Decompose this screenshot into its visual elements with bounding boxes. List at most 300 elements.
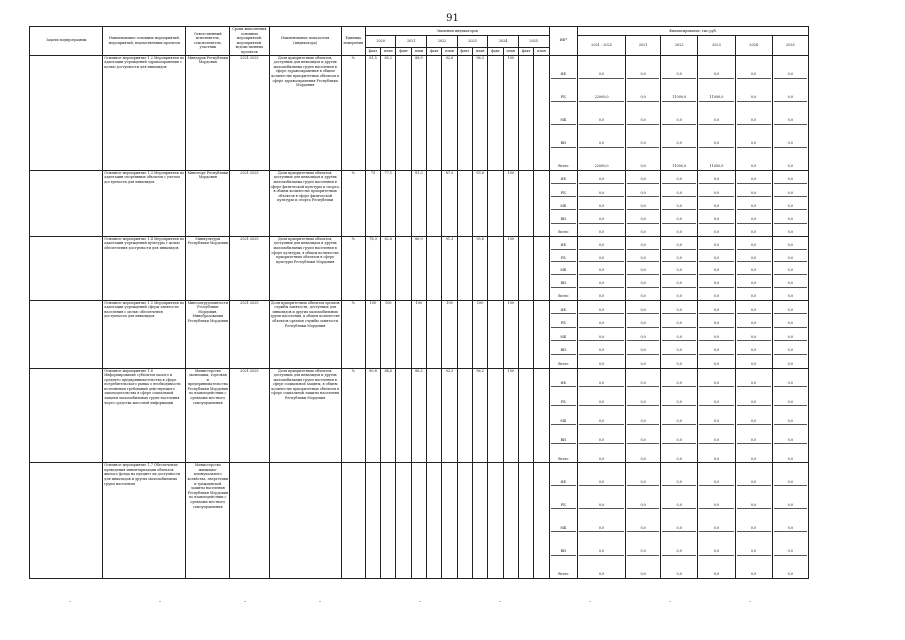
indicator-value xyxy=(365,463,380,578)
fin-value: 0,0 xyxy=(627,485,659,508)
indicator: Доля приоритетных объектов, доступных для инвалидов и других маломобильных групп населения в сфере социальной защиты, в общем количестве приоритетных объектов в сфере социальной защиты населения Республики Мордовия xyxy=(269,368,341,463)
scan-speck xyxy=(499,601,501,602)
fin-value: 0,0 xyxy=(713,380,720,385)
indicator-value xyxy=(534,55,549,170)
indicator-value xyxy=(518,300,533,368)
fin-column xyxy=(626,55,661,170)
fin-column xyxy=(626,170,661,236)
fin-value: 0,0 xyxy=(598,479,605,484)
fin-value: 0,0 xyxy=(662,274,696,287)
fin-column xyxy=(698,236,735,300)
fin-value: 0,0 xyxy=(750,72,757,77)
fin-value: 0,0 xyxy=(787,72,794,77)
fin-value: 0,0 xyxy=(579,485,624,508)
indicator-value xyxy=(396,55,411,170)
indicator-value: 96,2 xyxy=(473,368,488,463)
term: 2021-2025 xyxy=(230,236,269,300)
fin-value: 0,0 xyxy=(627,405,659,424)
measure-name: Основное мероприятие 1.4 Мероприятия по адаптации учреждений культуры с целью обеспечения доступности для инвалидов xyxy=(103,236,186,300)
fin-value: 0,0 xyxy=(774,287,807,300)
fin-value: 0,0 xyxy=(699,424,733,443)
indicator-value: 100 xyxy=(503,236,518,300)
fin-value: 0,0 xyxy=(662,124,696,147)
scan-speck xyxy=(319,601,321,602)
fin-value: 0,0 xyxy=(713,72,720,77)
task-cell xyxy=(30,170,103,236)
fin-value: 0,0 xyxy=(699,508,733,531)
indicator-value: 81,3 xyxy=(411,170,426,236)
indicator-value: 93,8 xyxy=(473,170,488,236)
fin-value: 0,0 xyxy=(627,555,659,578)
term: 2021-2025 xyxy=(230,55,269,170)
fin-value: 0,0 xyxy=(699,340,733,354)
fin-value: 0,0 xyxy=(787,177,794,182)
indicator-value xyxy=(488,55,503,170)
indicator-value xyxy=(381,463,396,578)
indicator-value xyxy=(427,236,442,300)
fin-column xyxy=(735,368,772,463)
fin-value: 0,0 xyxy=(774,340,807,354)
fin-value: 0,0 xyxy=(699,101,733,124)
fin-value: 0,0 xyxy=(627,508,659,531)
indicator-value xyxy=(457,170,472,236)
source-label: ВИ xyxy=(551,531,576,554)
fin-value: 0,0 xyxy=(774,101,807,124)
fin-value: 0,0 xyxy=(640,177,646,182)
fin-column xyxy=(661,368,698,463)
fin-value: 0,0 xyxy=(627,78,659,101)
indicator-value xyxy=(457,300,472,368)
indicator-value: 100 xyxy=(503,170,518,236)
indicator-value: 81,5 xyxy=(365,55,380,170)
fin-value: 0,0 xyxy=(774,249,807,262)
header-year: 2024 xyxy=(488,36,519,48)
fin-value: 0,0 xyxy=(662,313,696,327)
header-year: 2023 xyxy=(457,36,488,48)
fin-value: 0,0 xyxy=(699,287,733,300)
indicator-value: 100 xyxy=(473,300,488,368)
fin-value: 0,0 xyxy=(662,485,696,508)
source-label: МБ xyxy=(551,196,576,209)
measure-name: Основное мероприятие 1.7 Обеспечение проведения инвентаризации объектов жилого фонда на предмет их доступности для инвалидов и других маломобильных групп населения xyxy=(103,463,186,578)
indicator-value: 73 xyxy=(365,170,380,236)
indicator-value: 95,6 xyxy=(473,236,488,300)
fin-value: 0,0 xyxy=(699,223,733,236)
indicator-value xyxy=(488,368,503,463)
header-fin-year: 2021 - 2025 xyxy=(578,36,626,56)
fin-value: 0,0 xyxy=(662,327,696,341)
header-fact: факт xyxy=(518,47,533,55)
fin-value: 0,0 xyxy=(750,177,757,182)
indicator-value: 82,6 xyxy=(381,236,396,300)
fin-column xyxy=(626,368,661,463)
fin-value: 0,0 xyxy=(662,209,696,222)
fin-value: 0,0 xyxy=(774,443,807,462)
fin-value: 0,0 xyxy=(737,124,771,147)
indicator-value: 100 xyxy=(503,300,518,368)
source-label: ВИ xyxy=(551,124,576,147)
fin-value: 0,0 xyxy=(774,223,807,236)
source-label: ВИ xyxy=(551,209,576,222)
indicator-value: 100 xyxy=(381,300,396,368)
fin-value: 0,0 xyxy=(579,196,624,209)
fin-value: 0,0 xyxy=(579,405,624,424)
fin-column xyxy=(735,55,772,170)
fin-column xyxy=(772,368,808,463)
fin-value: 0,0 xyxy=(579,386,624,405)
indicator-value xyxy=(396,463,411,578)
fin-column xyxy=(698,368,735,463)
scan-speck xyxy=(69,601,71,602)
table-row xyxy=(30,170,809,236)
header-fin-year: 2022 xyxy=(661,36,698,56)
indicator-value: 77,1 xyxy=(381,170,396,236)
fin-value: 0,0 xyxy=(737,223,771,236)
header-financing: Финансирование, тыс.руб. xyxy=(578,27,809,36)
fin-value: 0,0 xyxy=(598,242,605,247)
fin-value: 11000,0 xyxy=(699,147,733,170)
indicator xyxy=(269,463,341,578)
fin-value: 11000,0 xyxy=(699,78,733,101)
source-cell xyxy=(549,368,577,463)
fin-value: 0,0 xyxy=(627,340,659,354)
fin-value: 0,0 xyxy=(713,177,720,182)
task-cell xyxy=(30,368,103,463)
fin-value: 0,0 xyxy=(737,386,771,405)
fin-value: 0,0 xyxy=(737,196,771,209)
executor: Минкультуры Республики Мордовия xyxy=(186,236,230,300)
measure-name: Основное мероприятие 1.3 Мероприятия по адаптации спортивных объектов с учетом доступности для инвалидов xyxy=(103,170,186,236)
indicator-value xyxy=(457,236,472,300)
source-label: РБ xyxy=(551,183,576,196)
fin-value: 0,0 xyxy=(662,424,696,443)
fin-value: 0,0 xyxy=(737,313,771,327)
fin-value: 0,0 xyxy=(774,313,807,327)
fin-value: 0,0 xyxy=(676,242,682,247)
fin-value: 0,0 xyxy=(579,261,624,274)
indicator-value xyxy=(518,55,533,170)
source-label: Всего xyxy=(551,287,576,300)
source-label: РБ xyxy=(551,386,576,405)
fin-value: 0,0 xyxy=(774,405,807,424)
fin-value: 0,0 xyxy=(774,327,807,341)
indicator-value xyxy=(457,463,472,578)
indicator-value xyxy=(534,236,549,300)
header-fact: факт xyxy=(457,47,472,55)
indicator-value xyxy=(396,368,411,463)
table-row xyxy=(30,463,809,578)
indicator-value xyxy=(488,236,503,300)
indicator-value xyxy=(427,300,442,368)
unit: % xyxy=(341,236,365,300)
fin-value: 0,0 xyxy=(737,531,771,554)
fin-value: 0,0 xyxy=(787,242,794,247)
scan-speck xyxy=(159,601,161,602)
fin-value: 22000,0 xyxy=(579,147,624,170)
indicator-value: 88,5 xyxy=(411,368,426,463)
fin-value: 0,0 xyxy=(627,124,659,147)
source-label: ФБ xyxy=(560,177,566,182)
fin-value: 0,0 xyxy=(774,78,807,101)
fin-column xyxy=(772,55,808,170)
fin-value: 0,0 xyxy=(737,249,771,262)
task-cell xyxy=(30,55,103,170)
indicator-value xyxy=(518,236,533,300)
source-label: Всего xyxy=(551,555,576,578)
header-year: 2020 xyxy=(365,36,396,48)
indicator: Доля приоритетных объектов, доступных для инвалидов и других маломобильных групп населения в сфере культуры, в общем количестве приоритетных объектов в сфере культуры Республики Мордовия xyxy=(269,236,341,300)
indicator-value xyxy=(427,170,442,236)
header-year: 2025 xyxy=(518,36,549,48)
indicator-value: 87,5 xyxy=(442,170,457,236)
indicator: Доля приоритетных объектов органов службы занятости, доступных для инвалидов и других маломобильных групп населения, в общем количестве объектов органов службы занятости Республики Мордовия xyxy=(269,300,341,368)
fin-column xyxy=(772,463,808,578)
indicator-value xyxy=(427,463,442,578)
source-label: Всего xyxy=(551,223,576,236)
scan-speck xyxy=(244,601,246,602)
fin-column xyxy=(661,236,698,300)
fin-column xyxy=(578,236,626,300)
fin-value: 0,0 xyxy=(579,274,624,287)
fin-value: 0,0 xyxy=(676,307,682,312)
header-fin-year: 2021 xyxy=(626,36,661,56)
header-values: Значения индикаторов xyxy=(365,27,549,36)
fin-value: 0,0 xyxy=(640,380,646,385)
source-label: МБ xyxy=(551,508,576,531)
fin-value: 0,0 xyxy=(774,354,807,368)
fin-value: 0,0 xyxy=(627,531,659,554)
fin-value: 0,0 xyxy=(627,101,659,124)
fin-value: 0,0 xyxy=(627,386,659,405)
fin-value: 0,0 xyxy=(579,555,624,578)
fin-value: 0,0 xyxy=(676,479,682,484)
indicator-value: 85,2 xyxy=(381,55,396,170)
indicator-value xyxy=(534,463,549,578)
fin-value: 0,0 xyxy=(662,249,696,262)
fin-column xyxy=(661,170,698,236)
unit: % xyxy=(341,170,365,236)
indicator-value: 84,6 xyxy=(381,368,396,463)
fin-value: 0,0 xyxy=(699,485,733,508)
program-table-sheet xyxy=(29,26,809,575)
fin-column xyxy=(578,170,626,236)
fin-value: 0,0 xyxy=(699,183,733,196)
indicator-value: 100 xyxy=(503,55,518,170)
fin-value: 0,0 xyxy=(662,223,696,236)
indicator-value: 100 xyxy=(411,300,426,368)
header-plan: план xyxy=(473,47,488,55)
fin-value: 0,0 xyxy=(676,380,682,385)
fin-value: 0,0 xyxy=(627,261,659,274)
header-fact: факт xyxy=(396,47,411,55)
fin-value: 0,0 xyxy=(598,72,605,77)
task-cell xyxy=(30,236,103,300)
fin-column xyxy=(626,236,661,300)
unit: % xyxy=(341,368,365,463)
source-cell xyxy=(549,463,577,578)
header-executor: Ответственный исполнитель, соисполнитель, участник xyxy=(186,27,230,56)
header-plan: план xyxy=(503,47,518,55)
fin-value: 0,0 xyxy=(737,424,771,443)
source-label: МБ xyxy=(551,405,576,424)
header-year: 2022 xyxy=(427,36,458,48)
fin-value: 0,0 xyxy=(662,508,696,531)
fin-value: 0,0 xyxy=(662,405,696,424)
unit: % xyxy=(341,300,365,368)
fin-value: 0,0 xyxy=(627,354,659,368)
indicator-value xyxy=(457,368,472,463)
task-cell xyxy=(30,300,103,368)
indicator-value xyxy=(457,55,472,170)
fin-value: 22000,0 xyxy=(579,78,624,101)
indicator-value: 92,3 xyxy=(442,368,457,463)
fin-column xyxy=(698,300,735,368)
fin-value: 0,0 xyxy=(662,354,696,368)
fin-value: 0,0 xyxy=(774,261,807,274)
measure-name: Основное мероприятие 1.2 Мероприятия по адаптации учреждений здравоохранения с целью доступности для инвалидов xyxy=(103,55,186,170)
source-label: ВИ xyxy=(551,340,576,354)
fin-value: 0,0 xyxy=(737,354,771,368)
table-row xyxy=(30,236,809,300)
fin-value: 0,0 xyxy=(579,424,624,443)
indicator-value xyxy=(442,463,457,578)
fin-value: 0,0 xyxy=(627,183,659,196)
source-label: ФБ xyxy=(560,380,566,385)
fin-column xyxy=(578,368,626,463)
source-cell xyxy=(549,170,577,236)
fin-value: 0,0 xyxy=(699,405,733,424)
fin-value: 0,0 xyxy=(676,72,682,77)
source-label: МБ xyxy=(551,261,576,274)
fin-value: 0,0 xyxy=(737,209,771,222)
fin-value: 0,0 xyxy=(662,183,696,196)
indicator-value: 100 xyxy=(365,300,380,368)
fin-value: 0,0 xyxy=(627,443,659,462)
fin-column xyxy=(661,55,698,170)
fin-value: 0,0 xyxy=(737,78,771,101)
fin-value: 0,0 xyxy=(598,177,605,182)
fin-value: 0,0 xyxy=(774,508,807,531)
fin-value: 0,0 xyxy=(774,555,807,578)
fin-value: 0,0 xyxy=(787,380,794,385)
fin-value: 0,0 xyxy=(699,313,733,327)
source-label: ФБ xyxy=(560,242,566,247)
fin-value: 0,0 xyxy=(737,340,771,354)
fin-value: 0,0 xyxy=(750,380,757,385)
indicator-value xyxy=(396,300,411,368)
executor: Минздрав Республики Мордовия xyxy=(186,55,230,170)
executor: Минсоцтрудзанятости Республики Мордовия, Минобразования Республики Мордовия xyxy=(186,300,230,368)
fin-value: 0,0 xyxy=(713,307,720,312)
header-fact: факт xyxy=(488,47,503,55)
scan-speck xyxy=(419,601,421,602)
scan-speck xyxy=(669,601,671,602)
indicator: Доля приоритетных объектов, доступных для инвалидов и других маломобильных групп населения в сфере здравоохранения в общем количестве приоритетных объектов в сфере здравоохранения Республики Мордовия xyxy=(269,55,341,170)
fin-value: 0,0 xyxy=(774,209,807,222)
fin-column xyxy=(772,170,808,236)
source-label: Всего xyxy=(551,147,576,170)
fin-column xyxy=(578,55,626,170)
fin-value: 0,0 xyxy=(662,386,696,405)
header-term: Сроки выполнения основных мероприятий, мероприятий, ведомственных проектов xyxy=(230,27,269,56)
source-label: ВИ xyxy=(551,424,576,443)
fin-value: 0,0 xyxy=(737,555,771,578)
program-table xyxy=(29,26,809,579)
source-label: ФБ xyxy=(560,307,566,312)
fin-value: 0,0 xyxy=(699,124,733,147)
task-cell xyxy=(30,463,103,578)
fin-value: 0,0 xyxy=(774,386,807,405)
fin-value: 0,0 xyxy=(774,147,807,170)
fin-value: 0,0 xyxy=(662,340,696,354)
term: 2021-2025 xyxy=(230,368,269,463)
fin-value: 0,0 xyxy=(579,443,624,462)
source-label: ФБ xyxy=(560,479,566,484)
fin-value: 0,0 xyxy=(579,531,624,554)
source-label: РБ xyxy=(551,78,576,101)
scan-speck xyxy=(589,601,591,602)
fin-value: 0,0 xyxy=(640,242,646,247)
fin-column xyxy=(626,463,661,578)
fin-value: 0,0 xyxy=(699,209,733,222)
fin-value: 0,0 xyxy=(579,223,624,236)
header-plan: план xyxy=(442,47,457,55)
fin-column xyxy=(772,236,808,300)
fin-value: 0,0 xyxy=(579,249,624,262)
fin-value: 0,0 xyxy=(699,196,733,209)
fin-value: 0,0 xyxy=(579,101,624,124)
fin-value: 0,0 xyxy=(662,101,696,124)
fin-value: 0,0 xyxy=(774,183,807,196)
term: 2021-2025 xyxy=(230,170,269,236)
indicator-value xyxy=(427,55,442,170)
fin-value: 0,0 xyxy=(699,531,733,554)
indicator-value xyxy=(427,368,442,463)
indicator-value xyxy=(396,236,411,300)
fin-value: 0,0 xyxy=(699,443,733,462)
header-fin-year: 2024 xyxy=(735,36,772,56)
source-cell xyxy=(549,55,577,170)
fin-value: 0,0 xyxy=(787,307,794,312)
fin-column xyxy=(735,170,772,236)
executor: Минспорт Республики Мордовия xyxy=(186,170,230,236)
fin-value: 0,0 xyxy=(627,287,659,300)
fin-value: 0,0 xyxy=(627,147,659,170)
fin-value: 0,0 xyxy=(627,327,659,341)
source-cell xyxy=(549,236,577,300)
header-indicator: Наименование показателя (индикатора) xyxy=(269,27,341,56)
indicator-value xyxy=(534,368,549,463)
fin-value: 11000,0 xyxy=(662,78,696,101)
indicator-value xyxy=(518,170,533,236)
fin-value: 0,0 xyxy=(737,405,771,424)
fin-value: 0,0 xyxy=(662,261,696,274)
fin-value: 0,0 xyxy=(774,531,807,554)
fin-value: 0,0 xyxy=(787,479,794,484)
fin-value: 0,0 xyxy=(579,209,624,222)
fin-value: 0,0 xyxy=(579,124,624,147)
header-fact: факт xyxy=(365,47,380,55)
fin-value: 0,0 xyxy=(640,307,646,312)
fin-value: 0,0 xyxy=(737,183,771,196)
fin-value: 0,0 xyxy=(598,380,605,385)
fin-column xyxy=(735,300,772,368)
source-label: МБ xyxy=(551,101,576,124)
indicator: Доля приоритетных объектов, доступных для инвалидов и других маломобильных групп населения в сфере физической культуры и спорта, в общем количестве приоритетных объектов в сфере физической культуры и спорта Республики xyxy=(269,170,341,236)
fin-value: 0,0 xyxy=(737,508,771,531)
fin-value: 0,0 xyxy=(774,124,807,147)
indicator-value xyxy=(488,170,503,236)
